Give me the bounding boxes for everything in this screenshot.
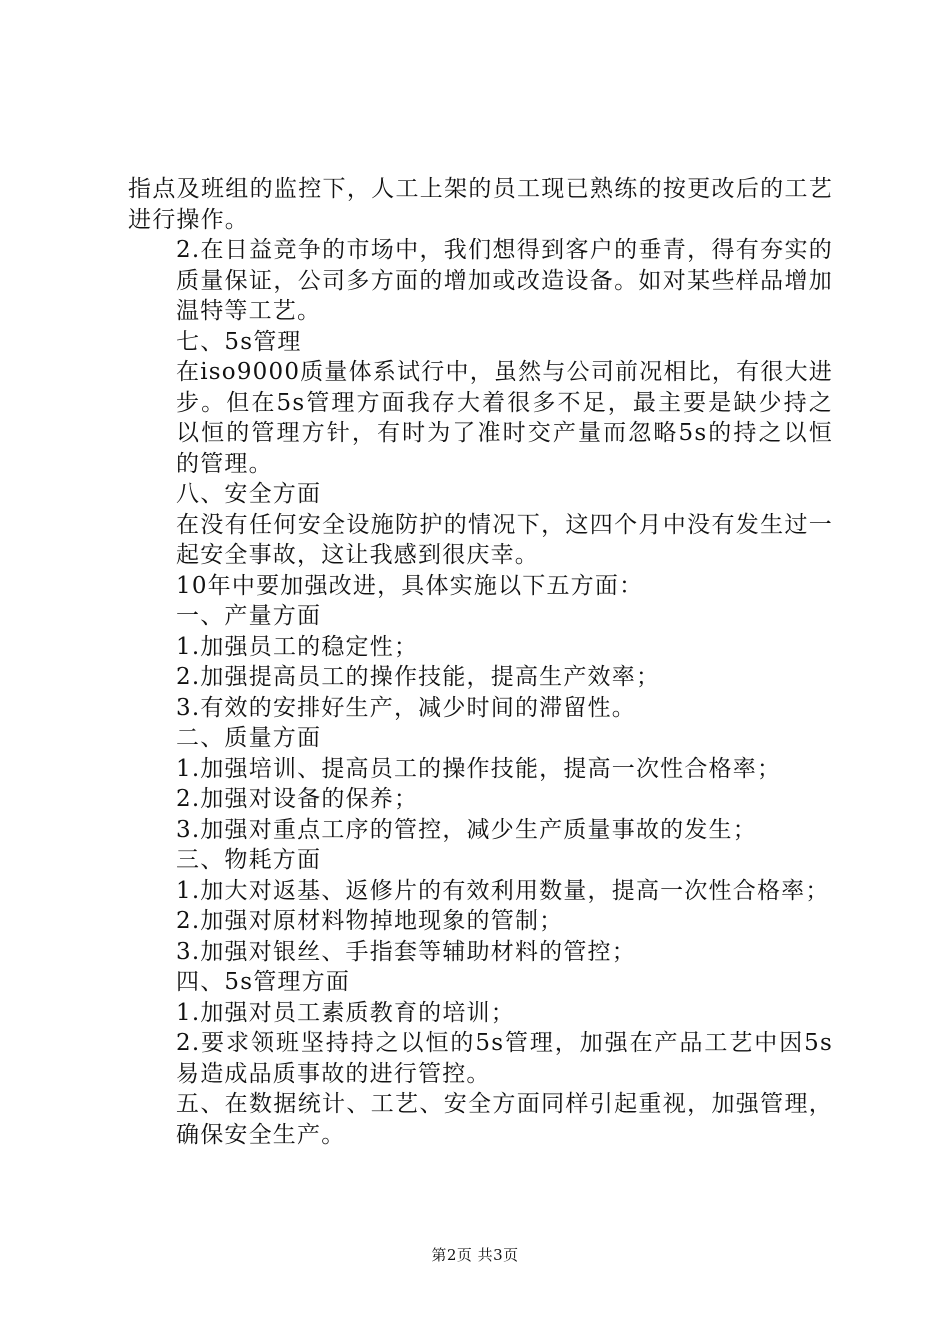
list-item: 1.加强培训、提高员工的操作技能，提高一次性合格率； — [176, 755, 782, 782]
page-number: 第2页 共3页 — [431, 1246, 519, 1264]
list-item: 1.加大对返基、返修片的有效利用数量，提高一次性合格率； — [176, 877, 830, 904]
list-item: 1.加强员工的稳定性； — [176, 633, 419, 660]
paragraph: 10年中要加强改进，具体实施以下五方面： — [176, 572, 644, 599]
paragraph: 在没有任何安全设施防护的情况下，这四个月中没有发生过一起安全事故，这让我感到很庆幸。 — [176, 511, 833, 568]
list-item: 2.加强对设备的保养； — [176, 786, 419, 812]
section-heading: 二、质量方面 — [176, 725, 322, 751]
section-heading: 五、在数据统计、工艺、安全方面同样引起重视，加强管理，确保安全生产。 — [176, 1091, 833, 1148]
list-item: 3.加强对银丝、手指套等辅助材料的管控； — [176, 938, 636, 965]
paragraph: 在iso9000质量体系试行中，虽然与公司前况相比，有很大进步。但在5s管理方面我存大着很多不足，最主要是缺少持之以恒的管理方针，有时为了准时交产量而忽略5s的持之以恒的管理。 — [176, 359, 833, 477]
list-item: 2.加强对原材料物掉地现象的管制； — [176, 908, 564, 934]
paragraph: 2.在日益竞争的市场中，我们想得到客户的垂青，得有夯实的质量保证，公司多方面的增加或改造设备。如对某些样品增加温特等工艺。 — [176, 237, 833, 324]
section-heading: 四、5s管理方面 — [176, 969, 351, 995]
list-item: 1.加强对员工素质教育的培训； — [176, 999, 515, 1026]
section-heading: 一、产量方面 — [176, 603, 322, 629]
paragraph: 指点及班组的监控下，人工上架的员工现已熟练的按更改后的工艺进行操作。 — [128, 176, 833, 233]
list-item: 3.有效的安排好生产，减少时间的滞留性。 — [176, 694, 636, 721]
document-body — [128, 174, 833, 1150]
section-heading: 七、5s管理 — [176, 328, 302, 355]
list-item: 2.加强提高员工的操作技能，提高生产效率； — [176, 664, 661, 690]
section-heading: 三、物耗方面 — [176, 847, 322, 873]
section-heading: 八、安全方面 — [176, 481, 322, 507]
list-item: 3.加强对重点工序的管控，减少生产质量事故的发生； — [176, 816, 757, 843]
list-item: 2.要求领班坚持持之以恒的5s管理，加强在产品工艺中因5s易造成品质事故的进行管控。 — [176, 1030, 833, 1087]
